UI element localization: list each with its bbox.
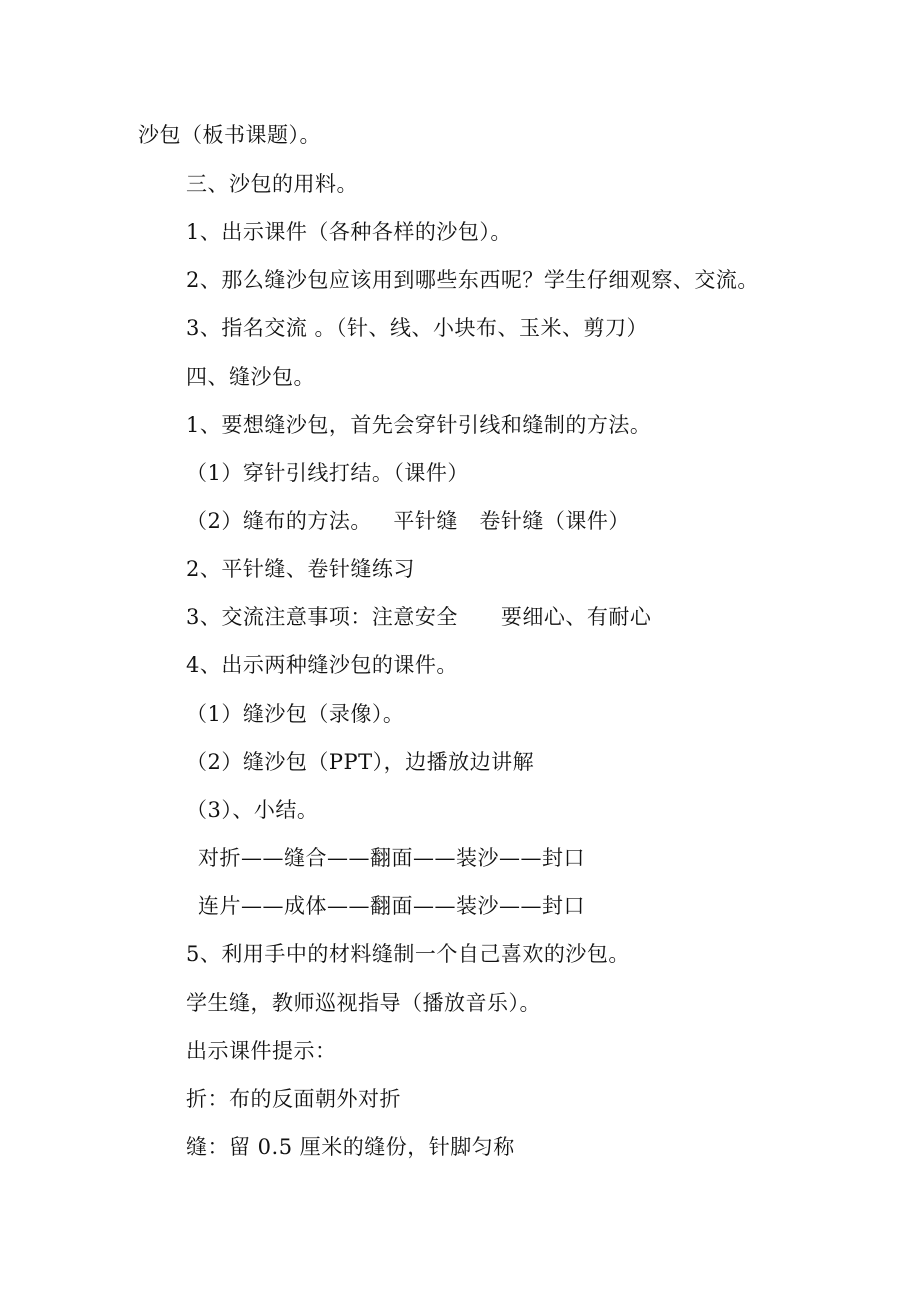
text-line: 学生缝，教师巡视指导（播放音乐）。: [186, 991, 541, 1015]
text-line: 出示课件提示：: [186, 1039, 337, 1063]
text-line: 2、那么缝沙包应该用到哪些东西呢？学生仔细观察、交流。: [186, 268, 759, 292]
text-line: 2、平针缝、卷针缝练习: [186, 557, 415, 581]
text-line: （2）缝沙包（PPT），边播放边讲解: [186, 750, 535, 774]
text-line: （1）穿针引线打结。（课件）: [186, 461, 469, 485]
text-line: 3、指名交流 。（针、线、小块布、玉米、剪刀）: [186, 316, 649, 340]
text-line: 3、交流注意事项：注意安全 要细心、有耐心: [186, 605, 652, 629]
text-line-title-continuation: 沙包（板书课题）。: [138, 123, 321, 147]
text-line: 1、要想缝沙包，首先会穿针引线和缝制的方法。: [186, 413, 652, 437]
process-steps-line: 连片——成体——翻面——装沙——封口: [198, 894, 585, 918]
text-line: 折：布的反面朝外对折: [186, 1087, 401, 1111]
heading-section-four: 四、缝沙包。: [186, 365, 315, 389]
text-line: 5、利用手中的材料缝制一个自己喜欢的沙包。: [186, 942, 630, 966]
heading-section-three: 三、沙包的用料。: [186, 172, 358, 196]
text-line: （2）缝布的方法。 平针缝 卷针缝（课件）: [186, 509, 630, 533]
process-steps-line: 对折——缝合——翻面——装沙——封口: [198, 846, 585, 870]
text-line: 1、出示课件（各种各样的沙包）。: [186, 220, 512, 244]
text-line: 缝：留 0.5 厘米的缝份，针脚匀称: [186, 1135, 515, 1159]
text-line: （1）缝沙包（录像）。: [186, 702, 405, 726]
text-line: 4、出示两种缝沙包的课件。: [186, 653, 458, 677]
text-line: （3）、小结。: [186, 798, 319, 822]
